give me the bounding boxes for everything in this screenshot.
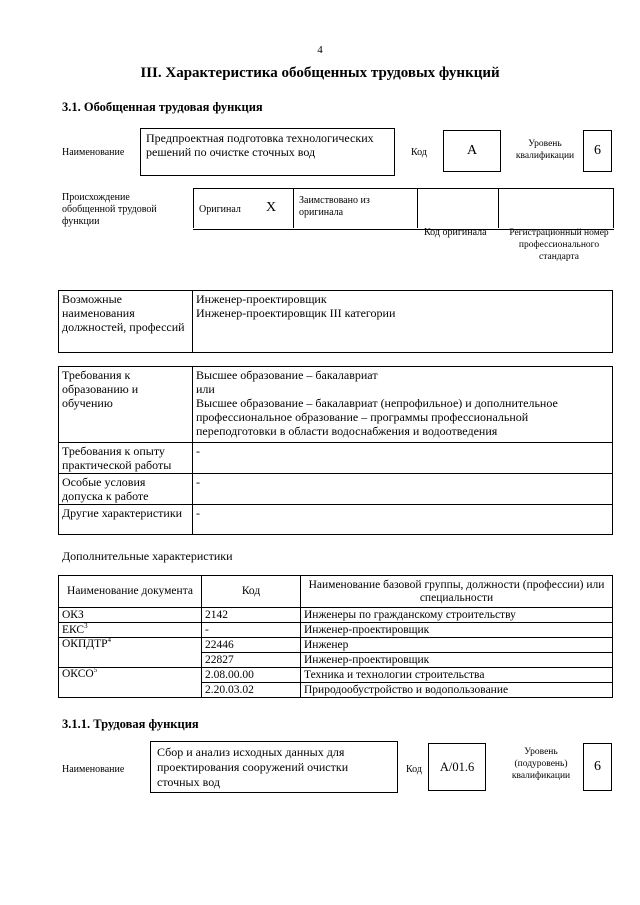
code-cell: 22827 <box>202 653 301 668</box>
additional-heading: Дополнительные характеристики <box>62 549 233 563</box>
doc-name: ОКПДТР <box>62 638 108 650</box>
req-education-value <box>193 367 613 443</box>
additional-table <box>58 575 613 698</box>
code-cell: 2.08.00.00 <box>202 668 301 683</box>
positions-values <box>193 291 613 353</box>
req-other-value: - <box>193 505 613 535</box>
footnote-ref: 4 <box>107 636 112 645</box>
position-item: Инженер-проектировщик <box>196 292 327 306</box>
origin-divider <box>498 188 499 228</box>
doc-name: ОКЗ <box>62 608 84 621</box>
reg-number-label: Регистрационный номер профессионального стандарта <box>509 228 609 262</box>
doc-cell <box>59 638 202 668</box>
name-cell: Инженер-проектировщик <box>301 623 613 638</box>
requirements-table <box>58 366 613 535</box>
name-cell: Инженер <box>301 638 613 653</box>
origin-divider <box>193 188 194 228</box>
gtf-code-value: А <box>443 130 501 172</box>
tf-heading: 3.1.1. Трудовая функция <box>62 717 199 731</box>
origin-divider <box>417 188 418 228</box>
tf-level-label: Уровень (подуровень) квалификации <box>511 747 571 781</box>
gtf-name-label: Наименование <box>62 147 125 158</box>
req-line: Высшее образование – бакалавриат <box>196 368 378 382</box>
tf-name-label: Наименование <box>62 764 125 775</box>
col-doc-header: Наименование документа <box>59 576 202 608</box>
req-education-label: Требования к образованию и обучению <box>59 367 193 443</box>
positions-label: Возможные наименования должностей, профессий <box>59 291 193 353</box>
borrowed-label: Заимствовано из оригинала <box>299 195 370 218</box>
tf-level-value: 6 <box>583 743 612 791</box>
gtf-level-value: 6 <box>583 130 612 172</box>
gtf-level-label: Уровень квалификации <box>515 139 575 161</box>
origin-divider <box>293 188 294 228</box>
gtf-name-value: Предпроектная подготовка технологических решений по очистке сточных вод <box>140 128 395 176</box>
gtf-code-label: Код <box>411 147 427 158</box>
tf-code-label: Код <box>406 764 422 775</box>
doc-cell <box>59 608 202 623</box>
col-code-header: Код <box>202 576 301 608</box>
origin-label: Происхождение обобщенной трудовой функции <box>62 192 157 227</box>
footnote-ref: 3 <box>84 621 88 630</box>
name-cell: Инженеры по гражданскому строительству <box>301 608 613 623</box>
tf-name-value: Сбор и анализ исходных данных для проектирования сооружений очистки сточных вод <box>150 741 398 793</box>
origin-divider <box>613 188 614 228</box>
req-experience-value: - <box>193 443 613 474</box>
section-title: III. Характеристика обобщенных трудовых функций <box>140 65 500 81</box>
req-experience-label: Требования к опыту практической работы <box>59 443 193 474</box>
doc-name: ЕКС <box>62 623 85 636</box>
origin-code-label: Код оригинала <box>424 227 487 238</box>
req-admission-value: - <box>193 474 613 505</box>
original-mark: Х <box>266 200 277 215</box>
name-cell: Природообустройство и водопользование <box>301 683 613 698</box>
doc-cell <box>59 623 202 638</box>
code-cell: 22446 <box>202 638 301 653</box>
original-label: Оригинал <box>199 204 241 215</box>
name-cell: Техника и технологии строительства <box>301 668 613 683</box>
positions-table <box>58 290 613 353</box>
tf-code-value: А/01.6 <box>428 743 486 791</box>
doc-cell <box>59 668 202 698</box>
req-admission-label: Особые условия допуска к работе <box>59 474 193 505</box>
code-cell: 2142 <box>202 608 301 623</box>
col-name-header: Наименование базовой группы, должности (профессии) или специальности <box>301 576 613 608</box>
code-cell: 2.20.03.02 <box>202 683 301 698</box>
req-line: Высшее образование – бакалавриат (непрофильное) и дополнительное профессиональное образование – программы профессиональной переподготовки в области водоснабжения и водоотведения <box>196 396 558 438</box>
footnote-ref: 5 <box>93 666 98 675</box>
req-other-label: Другие характеристики <box>59 505 193 535</box>
code-cell: - <box>202 623 301 638</box>
gtf-heading: 3.1. Обобщенная трудовая функция <box>62 100 263 114</box>
position-item: Инженер-проектировщик III категории <box>196 306 396 320</box>
req-line: или <box>196 382 215 396</box>
name-cell: Инженер-проектировщик <box>301 653 613 668</box>
page-number: 4 <box>317 44 323 56</box>
doc-name: ОКСО <box>62 668 94 680</box>
